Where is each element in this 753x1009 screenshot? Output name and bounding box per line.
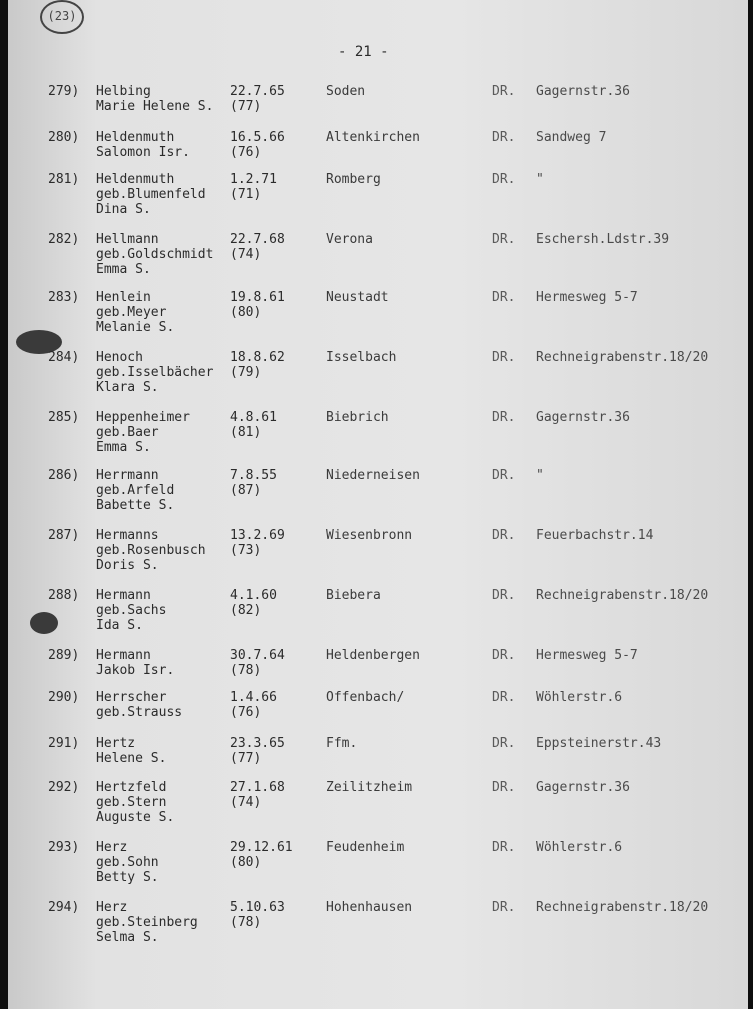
ink-blot: [30, 612, 58, 634]
city-code: DR.: [492, 588, 516, 603]
birth-date: 1.2.71: [230, 172, 277, 187]
person-name-line: Hellmann: [96, 232, 159, 247]
entry-dates: [230, 84, 285, 114]
birth-place: Altenkirchen: [326, 130, 420, 145]
birth-place: Isselbach: [326, 350, 397, 365]
entry-dates: [230, 736, 285, 766]
address: Rechneigrabenstr.18/20: [536, 900, 709, 915]
city-code: DR.: [492, 130, 516, 145]
person-name-line: Melanie S.: [96, 320, 175, 335]
address: Eschersh.Ldstr.39: [536, 232, 670, 247]
birth-place: Hohenhausen: [326, 900, 413, 915]
person-name-line: geb.Goldschmidt: [96, 247, 214, 262]
entry-names: [96, 900, 198, 945]
birth-place: Wiesenbronn: [326, 528, 413, 543]
birth-date: 30.7.64: [230, 648, 285, 663]
person-name-line: Babette S.: [96, 498, 175, 513]
birth-date: 29.12.61: [230, 840, 293, 855]
city-code: DR.: [492, 690, 516, 705]
entry-number: 293): [48, 840, 80, 855]
city-code: DR.: [492, 648, 516, 663]
city-code: DR.: [492, 232, 516, 247]
entry-dates: [230, 468, 277, 498]
address: Rechneigrabenstr.18/20: [536, 588, 709, 603]
person-name-line: Doris S.: [96, 558, 159, 573]
birth-place: Biebera: [326, 588, 381, 603]
entry-names: [96, 840, 159, 885]
entry-dates: [230, 900, 285, 930]
person-name-line: Hertz: [96, 736, 136, 751]
birth-date: 4.1.60: [230, 588, 277, 603]
birth-date: 23.3.65: [230, 736, 285, 751]
entry-names: [96, 172, 206, 217]
entry-names: [96, 588, 166, 633]
person-name-line: Emma S.: [96, 440, 151, 455]
entry-number: 287): [48, 528, 80, 543]
person-name-line: geb.Sohn: [96, 855, 159, 870]
age: (74): [230, 795, 262, 810]
age: (87): [230, 483, 262, 498]
person-name-line: Jakob Isr.: [96, 663, 175, 678]
entry-dates: [230, 780, 285, 810]
birth-date: 22.7.68: [230, 232, 285, 247]
address: Gagernstr.36: [536, 780, 630, 795]
birth-place: Biebrich: [326, 410, 389, 425]
person-name-line: Hertzfeld: [96, 780, 167, 795]
entry-names: [96, 528, 206, 573]
entry-names: [96, 350, 213, 395]
person-name-line: geb.Arfeld: [96, 483, 175, 498]
person-name-line: Helene S.: [96, 751, 167, 766]
person-name-line: Hermann: [96, 588, 151, 603]
birth-date: 27.1.68: [230, 780, 285, 795]
document-page: [8, 0, 748, 1009]
entry-dates: [230, 648, 285, 678]
entry-number: 279): [48, 84, 80, 99]
city-code: DR.: [492, 290, 516, 305]
entry-number: 284): [48, 350, 80, 365]
entry-names: [96, 130, 190, 160]
entry-names: [96, 648, 174, 678]
city-code: DR.: [492, 84, 516, 99]
person-name-line: Helbing: [96, 84, 151, 99]
age: (71): [230, 187, 262, 202]
person-name-line: geb.Sachs: [96, 603, 167, 618]
birth-place: Ffm.: [326, 736, 358, 751]
entry-number: 283): [48, 290, 80, 305]
birth-date: 13.2.69: [230, 528, 285, 543]
age: (76): [230, 705, 262, 720]
person-name-line: geb.Meyer: [96, 305, 167, 320]
address: Sandweg 7: [536, 130, 607, 145]
entry-dates: [230, 130, 285, 160]
age: (79): [230, 365, 262, 380]
person-name-line: Ida S.: [96, 618, 143, 633]
age: (76): [230, 145, 262, 160]
age: (74): [230, 247, 262, 262]
entry-dates: [230, 350, 285, 380]
person-name-line: geb.Isselbächer: [96, 365, 214, 380]
age: (78): [230, 663, 262, 678]
entry-names: [96, 780, 174, 825]
person-name-line: geb.Baer: [96, 425, 159, 440]
person-name-line: Herrmann: [96, 468, 159, 483]
entry-number: 280): [48, 130, 80, 145]
person-name-line: Salomon Isr.: [96, 145, 190, 160]
person-name-line: Emma S.: [96, 262, 151, 277]
person-name-line: Auguste S.: [96, 810, 175, 825]
person-name-line: Klara S.: [96, 380, 159, 395]
person-name-line: Henoch: [96, 350, 143, 365]
entry-dates: [230, 232, 285, 262]
entry-dates: [230, 840, 293, 870]
address: Eppsteinerstr.43: [536, 736, 662, 751]
city-code: DR.: [492, 736, 516, 751]
age: (77): [230, 99, 262, 114]
entry-number: 292): [48, 780, 80, 795]
person-name-line: geb.Stern: [96, 795, 167, 810]
age: (78): [230, 915, 262, 930]
birth-date: 19.8.61: [230, 290, 285, 305]
entry-dates: [230, 588, 277, 618]
age: (73): [230, 543, 262, 558]
age: (82): [230, 603, 262, 618]
person-name-line: Marie Helene S.: [96, 99, 214, 114]
person-name-line: Selma S.: [96, 930, 159, 945]
birth-date: 16.5.66: [230, 130, 285, 145]
archive-stamp: (23): [40, 0, 84, 34]
age: (81): [230, 425, 262, 440]
entry-names: [96, 290, 174, 335]
city-code: DR.: [492, 172, 516, 187]
person-name-line: Heldenmuth: [96, 172, 175, 187]
birth-date: 1.4.66: [230, 690, 277, 705]
person-name-line: Herrscher: [96, 690, 167, 705]
entry-names: [96, 84, 213, 114]
city-code: DR.: [492, 900, 516, 915]
birth-place: Neustadt: [326, 290, 389, 305]
entry-number: 285): [48, 410, 80, 425]
entry-number: 294): [48, 900, 80, 915]
city-code: DR.: [492, 350, 516, 365]
entry-names: [96, 468, 174, 513]
entry-number: 291): [48, 736, 80, 751]
entry-names: [96, 232, 213, 277]
entry-dates: [230, 690, 277, 720]
city-code: DR.: [492, 780, 516, 795]
address: ": [536, 172, 544, 187]
person-name-line: Hermanns: [96, 528, 159, 543]
person-name-line: Hermann: [96, 648, 151, 663]
entry-dates: [230, 410, 277, 440]
address: ": [536, 468, 544, 483]
age: (80): [230, 305, 262, 320]
person-name-line: Heppenheimer: [96, 410, 190, 425]
address: Rechneigrabenstr.18/20: [536, 350, 709, 365]
entry-number: 286): [48, 468, 80, 483]
entry-dates: [230, 172, 277, 202]
birth-place: Verona: [326, 232, 373, 247]
birth-date: 22.7.65: [230, 84, 285, 99]
address: Feuerbachstr.14: [536, 528, 654, 543]
birth-place: Romberg: [326, 172, 381, 187]
entry-names: [96, 410, 190, 455]
birth-place: Zeilitzheim: [326, 780, 413, 795]
city-code: DR.: [492, 468, 516, 483]
entry-number: 281): [48, 172, 80, 187]
entry-number: 289): [48, 648, 80, 663]
person-name-line: geb.Steinberg: [96, 915, 198, 930]
entry-dates: [230, 528, 285, 558]
person-name-line: Dina S.: [96, 202, 151, 217]
entry-number: 290): [48, 690, 80, 705]
page-number: - 21 -: [338, 44, 389, 60]
entry-number: 288): [48, 588, 80, 603]
birth-date: 4.8.61: [230, 410, 277, 425]
person-name-line: Henlein: [96, 290, 151, 305]
entry-dates: [230, 290, 285, 320]
address: Hermesweg 5-7: [536, 648, 638, 663]
city-code: DR.: [492, 840, 516, 855]
person-name-line: geb.Rosenbusch: [96, 543, 206, 558]
age: (80): [230, 855, 262, 870]
person-name-line: Betty S.: [96, 870, 159, 885]
city-code: DR.: [492, 410, 516, 425]
birth-place: Niederneisen: [326, 468, 420, 483]
address: Gagernstr.36: [536, 84, 630, 99]
birth-place: Heldenbergen: [326, 648, 420, 663]
address: Hermesweg 5-7: [536, 290, 638, 305]
person-name-line: Heldenmuth: [96, 130, 175, 145]
birth-date: 7.8.55: [230, 468, 277, 483]
birth-place: Soden: [326, 84, 366, 99]
city-code: DR.: [492, 528, 516, 543]
person-name-line: geb.Blumenfeld: [96, 187, 206, 202]
person-name-line: geb.Strauss: [96, 705, 183, 720]
birth-date: 5.10.63: [230, 900, 285, 915]
birth-place: Feudenheim: [326, 840, 405, 855]
entry-names: [96, 690, 182, 720]
address: Gagernstr.36: [536, 410, 630, 425]
birth-place: Offenbach/: [326, 690, 405, 705]
person-name-line: Herz: [96, 900, 128, 915]
person-name-line: Herz: [96, 840, 128, 855]
age: (77): [230, 751, 262, 766]
address: Wöhlerstr.6: [536, 690, 623, 705]
entry-names: [96, 736, 166, 766]
address: Wöhlerstr.6: [536, 840, 623, 855]
birth-date: 18.8.62: [230, 350, 285, 365]
entry-number: 282): [48, 232, 80, 247]
